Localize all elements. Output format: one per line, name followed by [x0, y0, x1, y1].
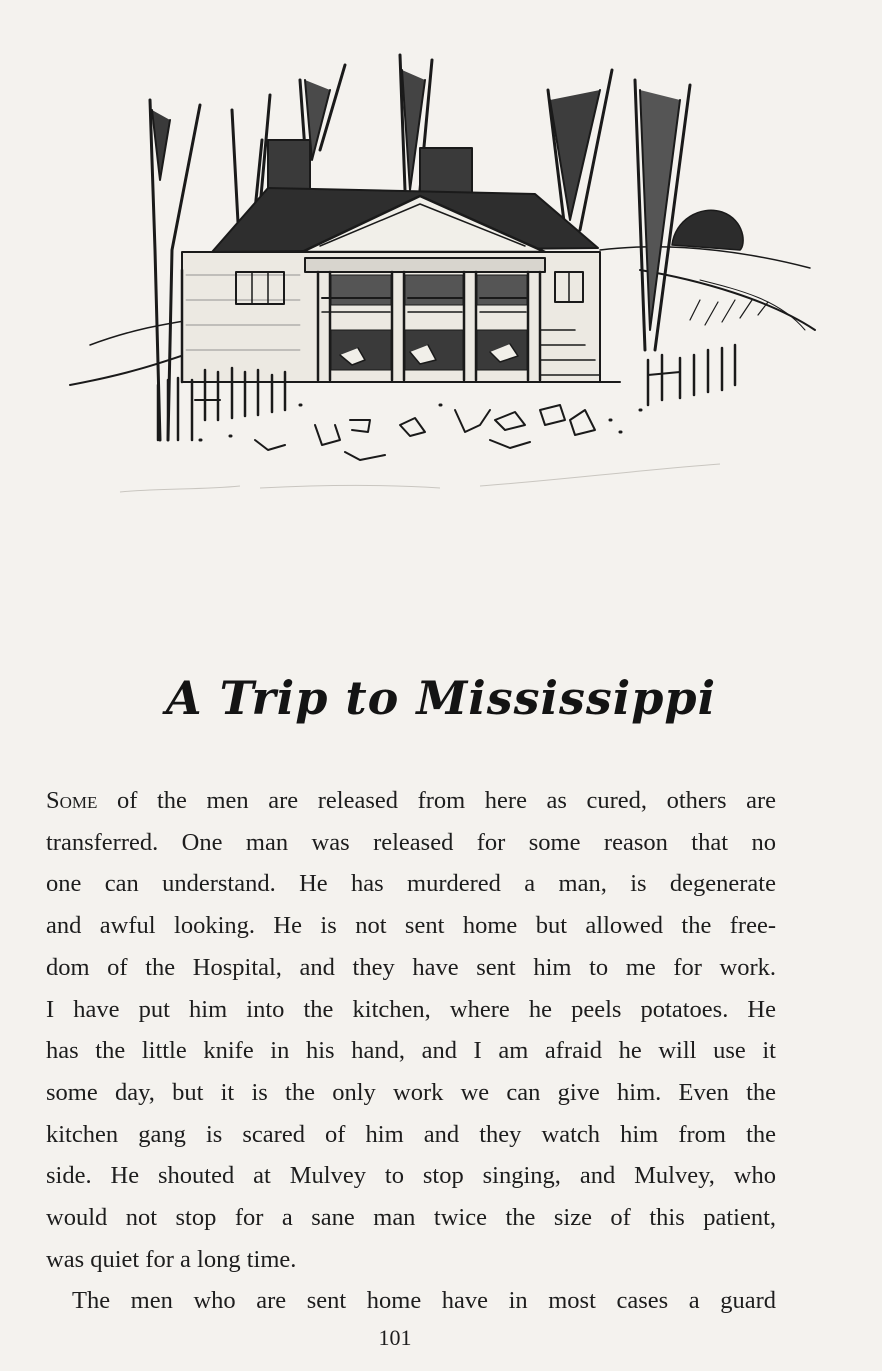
- lead-word: Some: [46, 787, 98, 814]
- line-rest: of the men are released from here as cured, others are: [97, 787, 776, 814]
- text-line: The men who are sent home have in most cases a guard: [72, 1287, 776, 1315]
- text-line: has the little knife in his hand, and I am afraid he will use it: [46, 1037, 776, 1065]
- text-line: I have put him into the kitchen, where he peels potatoes. He: [46, 995, 776, 1023]
- text-line: transferred. One man was released for some reason that no: [46, 828, 776, 856]
- text-line: was quiet for a long time.: [46, 1245, 297, 1273]
- text-line: and awful looking. He is not sent home but allowed the free-: [46, 912, 776, 940]
- paragraph-1: [46, 780, 776, 1280]
- paragraph-2: [46, 1280, 776, 1322]
- text-line: kitchen gang is scared of him and they watch him from the: [46, 1120, 776, 1148]
- text-line: side. He shouted at Mulvey to stop singing, and Mulvey, who: [46, 1162, 776, 1190]
- farmhouse-illustration-icon: [0, 0, 882, 520]
- text-line: some day, but it is the only work we can give him. Even the: [46, 1078, 776, 1106]
- text-line: dom of the Hospital, and they have sent him to me for work.: [46, 953, 776, 981]
- text-line: one can understand. He has murdered a man, is degenerate: [46, 870, 776, 898]
- text-line: would not stop for a sane man twice the size of this patient,: [46, 1204, 776, 1232]
- body-text: [46, 780, 776, 1322]
- chapter-title: A Trip to Mississippi: [165, 670, 717, 725]
- page-number: 101: [378, 1325, 412, 1350]
- text-line: [46, 780, 776, 822]
